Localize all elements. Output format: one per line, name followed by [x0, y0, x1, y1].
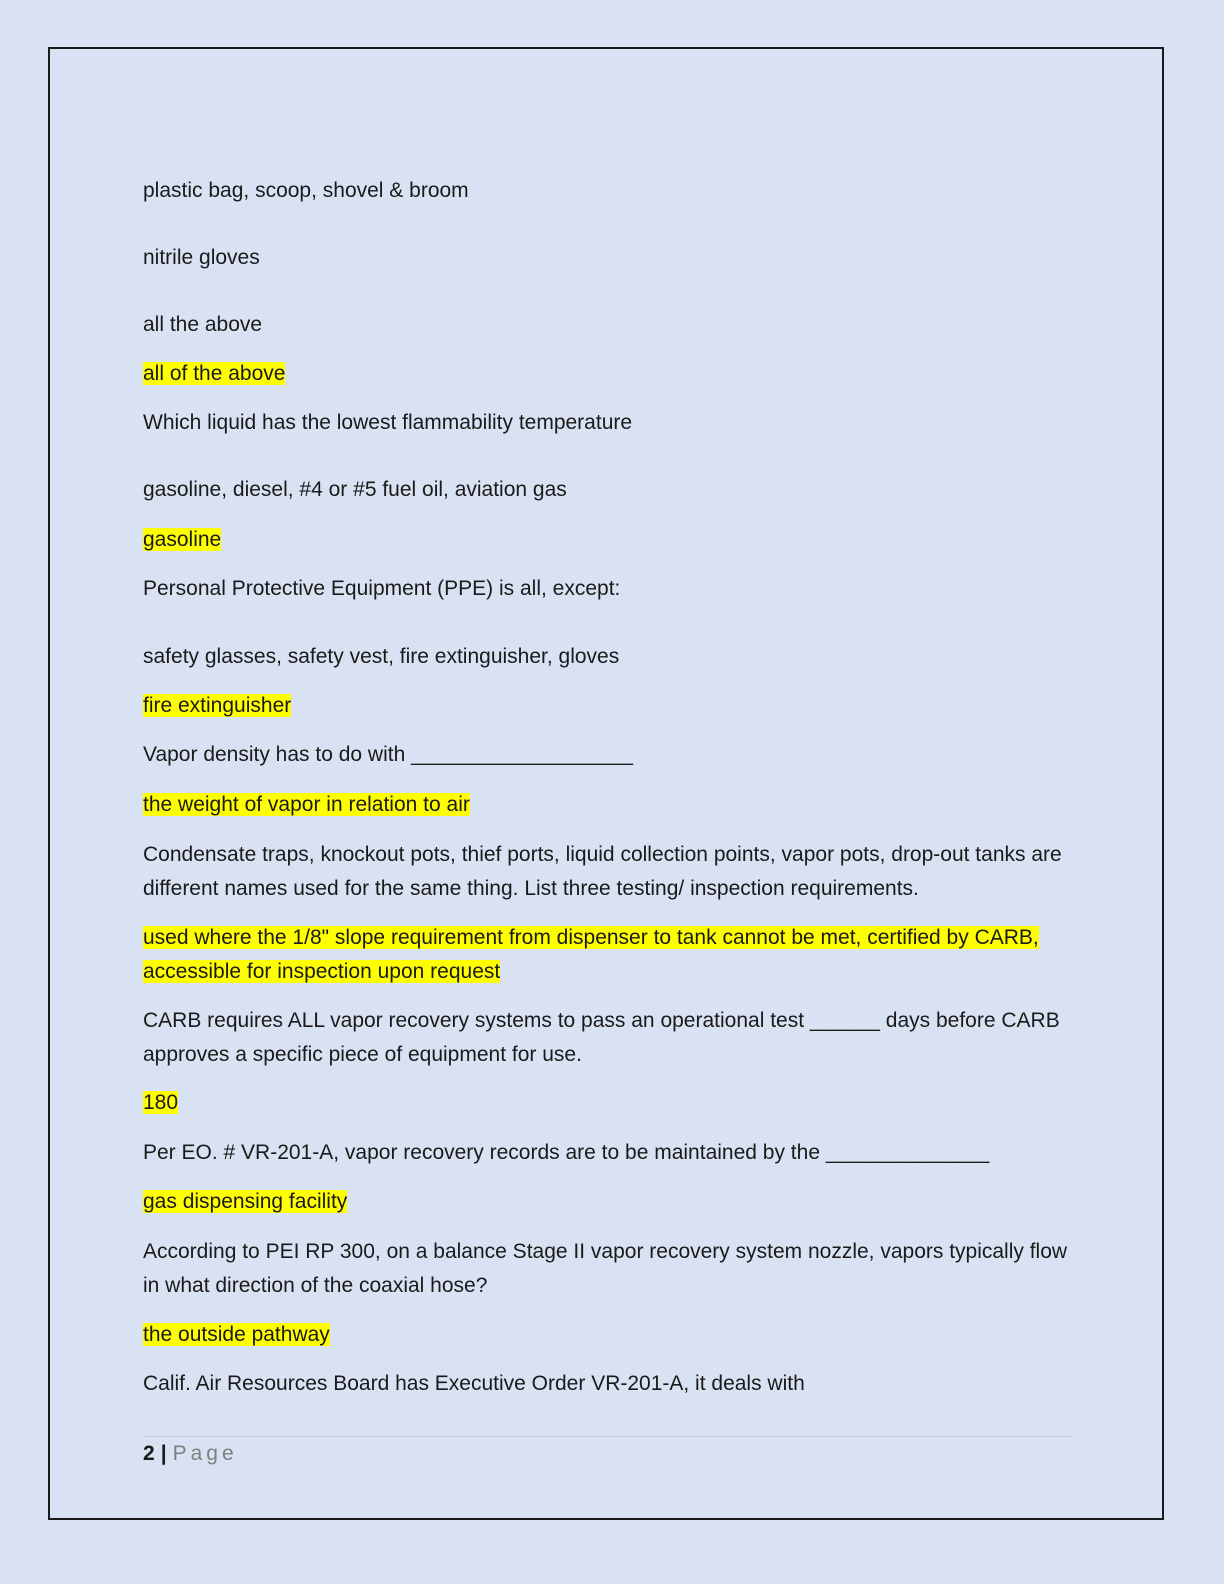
text-line: plastic bag, scoop, shovel & broom — [143, 179, 469, 202]
question-line: According to PEI RP 300, on a balance Stage II vapor recovery system nozzle, vapors typically flow in what direction of the coaxial hose? — [143, 1240, 1068, 1297]
text-line: gasoline, diesel, #4 or #5 fuel oil, aviation gas — [143, 478, 567, 501]
answer-line: the outside pathway — [143, 1323, 330, 1346]
text-line: safety glasses, safety vest, fire extinguisher, gloves — [143, 645, 620, 668]
question-line: CARB requires ALL vapor recovery systems to pass an operational test ______ days before CARB approves a specific piece of equipment for use. — [143, 1009, 1060, 1066]
question-line: Calif. Air Resources Board has Executive Order VR-201-A, it deals with — [143, 1372, 805, 1395]
page-label: Page — [172, 1442, 238, 1465]
text-line: all the above — [143, 313, 263, 336]
page-number: 2 — [143, 1442, 155, 1465]
footer-divider — [143, 1436, 1073, 1437]
question-line: Condensate traps, knockout pots, thief ports, liquid collection points, vapor pots, drop-out tanks are different names used for the same thing. List three testing/ inspection requirements. — [143, 843, 1062, 900]
answer-line: fire extinguisher — [143, 694, 292, 717]
question-line: Which liquid has the lowest flammability temperature — [143, 411, 633, 434]
question-line: Personal Protective Equipment (PPE) is all, except: — [143, 577, 621, 600]
answer-line: gasoline — [143, 528, 222, 551]
question-line: Per EO. # VR-201-A, vapor recovery records are to be maintained by the ______________ — [143, 1141, 990, 1164]
answer-line: used where the 1/8" slope requirement from dispenser to tank cannot be met, certified by CARB, accessible for inspection upon request — [143, 926, 1039, 983]
question-line: Vapor density has to do with ___________________ — [143, 743, 634, 766]
text-line: nitrile gloves — [143, 246, 260, 269]
answer-line: the weight of vapor in relation to air — [143, 793, 470, 816]
footer-separator: | — [160, 1442, 167, 1465]
answer-line: gas dispensing facility — [143, 1190, 348, 1213]
answer-line: all of the above — [143, 362, 286, 385]
answer-line: 180 — [143, 1091, 179, 1114]
page-footer — [143, 1439, 238, 1469]
